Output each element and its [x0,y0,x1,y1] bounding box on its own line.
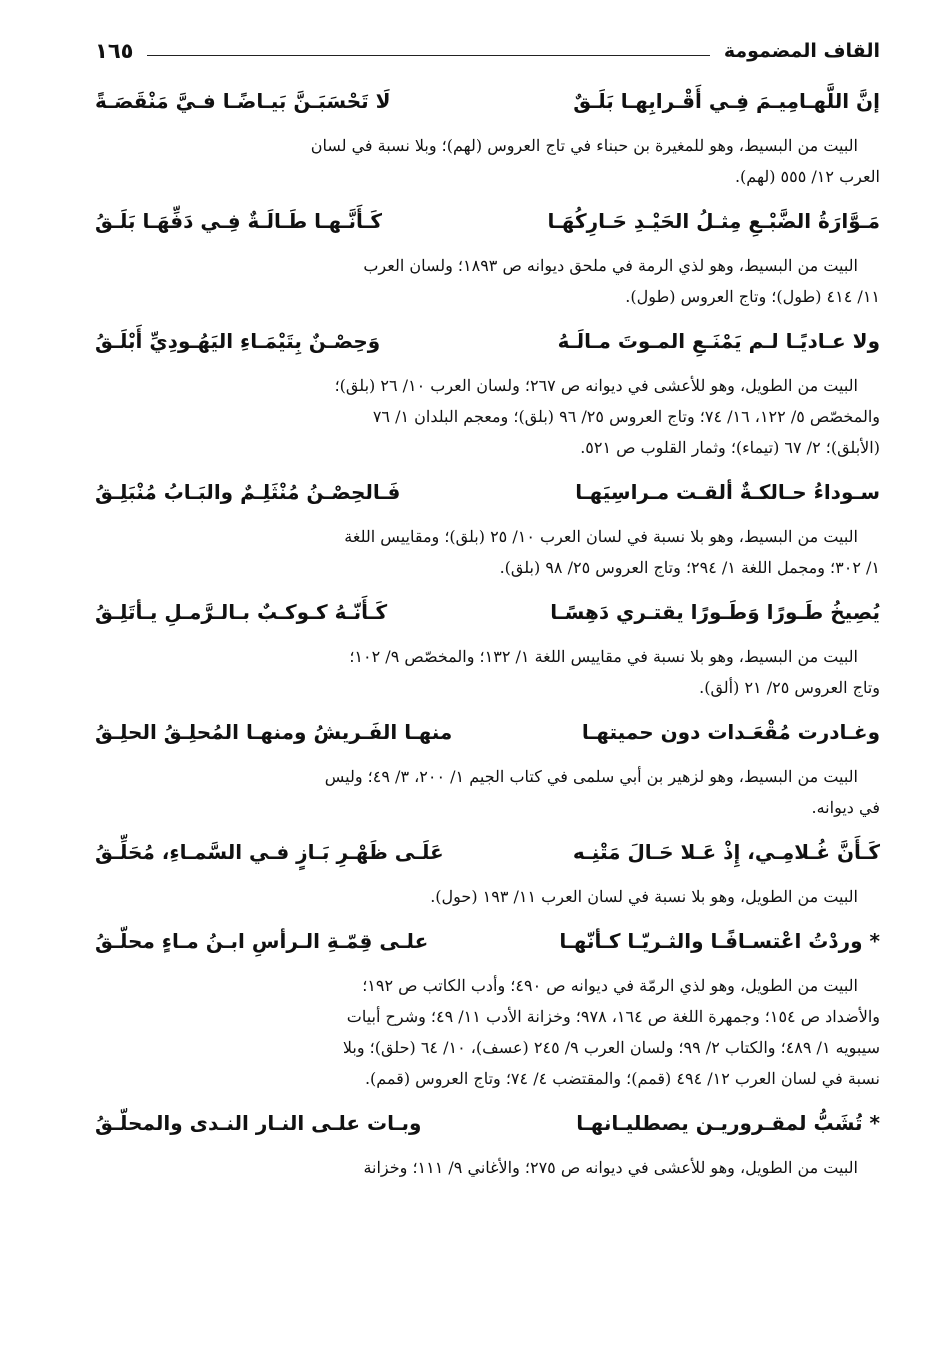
second-hemistich: عَلَـى ظَهْـرِ بَـازٍ فـي السَّمـاءِ، مُحَلِّـقُ [95,840,444,864]
first-hemistich: * وردْتُ اعْتسـافًـا والثـريّـا كـأنّهـا [559,929,880,953]
page-number: ١٦٥ [95,39,134,63]
verse-line [95,312,880,370]
verse-commentary [95,970,880,1094]
verse-entry [95,703,880,823]
verse-commentary [95,641,880,703]
header-rule [147,55,709,56]
first-hemistich: ولا عـاديًـا لـم يَمْنَـعِ المـوتَ مـالَـهُ [557,329,880,353]
verse-line [95,912,880,970]
first-hemistich: يُصِيخُ طَـورًا وَطَـورًا يقتـري دَهِسًـا [550,600,880,624]
second-hemistich: لَا تَحْسَبَـنَّ بَيـاضًـا فـيَّ مَنْقَصَـةً [95,89,391,113]
verse-entries [95,72,880,1183]
chapter-title: القاف المضمومة [723,40,880,62]
commentary-line: ١١/ ٤١٤ (طول)؛ وتاج العروس (طول). [625,287,880,306]
commentary-line: والمخصّص ٥/ ١٢٢، ١٦/ ٧٤؛ وتاج العروس ٢٥/ ٩٦ (بلق)؛ ومعجم البلدان ١/ ٧٦ [372,407,880,426]
commentary-line: والأضداد ص ١٥٤؛ وجمهرة اللغة ص ١٦٤، ٩٧٨؛ وخزانة الأدب ١١/ ٤٩؛ وشرح أبيات [346,1007,880,1026]
commentary-line: العرب ١٢/ ٥٥٥ (لهم). [734,167,880,186]
commentary-line: ١/ ٣٠٢؛ ومجمل اللغة ١/ ٢٩٤؛ وتاج العروس ٢٥/ ٩٨ (بلق). [499,558,880,577]
verse-entry [95,912,880,1094]
commentary-line: البيت من البسيط، وهو لزهير بن أبي سلمى في كتاب الجيم ١/ ٢٠٠، ٣/ ٤٩؛ وليس [324,767,858,786]
commentary-line: البيت من البسيط، وهو لذي الرمة في ملحق ديوانه ص ١٨٩٣؛ ولسان العرب [363,256,858,275]
commentary-line: في ديوانه. [811,798,880,817]
verse-line [95,823,880,881]
commentary-line: البيت من الطويل، وهو للأعشى في ديوانه ص ٢٧٥؛ والأغاني ٩/ ١١١؛ وخزانة [363,1158,858,1177]
verse-entry [95,463,880,583]
verse-entry [95,72,880,192]
book-page [95,30,880,1183]
second-hemistich: كَـأَنَّـهـا طَـالَـةٌ فِـي دَفِّهَـا بَلَـقُ [95,209,382,233]
first-hemistich: سـوداءُ حـالكـةٌ ألقـت مـراسِيَهـا [575,480,880,504]
verse-line [95,72,880,130]
second-hemistich: علـى قِمّـةِ الـرأسِ ابـنُ مـاءٍ محلّـقُ [95,929,429,953]
verse-entry [95,583,880,703]
running-header [95,30,880,72]
commentary-line: البيت من الطويل، وهو لذي الرمّة في ديوانه ص ٤٩٠؛ وأدب الكاتب ص ١٩٢؛ [362,976,858,995]
verse-line [95,1094,880,1152]
verse-line [95,703,880,761]
verse-entry [95,823,880,912]
commentary-line: البيت من البسيط، وهو بلا نسبة في لسان العرب ١٠/ ٢٥ (بلق)؛ ومقاييس اللغة [344,527,858,546]
commentary-line: نسبة في لسان العرب ١٢/ ٤٩٤ (قمم)؛ والمقتضب ٤/ ٧٤؛ وتاج العروس (قمم). [364,1069,880,1088]
first-hemistich: وغـادرت مُقْعَـدات دون حميتهـا [581,720,880,744]
commentary-line: البيت من البسيط، وهو للمغيرة بن حبناء في تاج العروس (لهم)؛ وبلا نسبة في لسان [310,136,858,155]
second-hemistich: وَحِصْـنٌ بِتَيْمَـاءِ اليَهُـودِيِّ أَبْلَـقُ [95,329,381,353]
verse-entry [95,1094,880,1183]
second-hemistich: وبـات علـى النـار النـدى والمحلّـقُ [95,1111,422,1135]
first-hemistich: * تُشَبُّ لمقـروريـن يصطليـانهـا [576,1111,880,1135]
verse-commentary [95,881,880,912]
commentary-line: البيت من الطويل، وهو للأعشى في ديوانه ص ٢٦٧؛ ولسان العرب ١٠/ ٢٦ (بلق)؛ [334,376,858,395]
verse-entry [95,192,880,312]
second-hemistich: كَـأَنّـهُ كـوكـبٌ بـالـرَّمـلِ يـأتَلِـقُ [95,600,388,624]
commentary-line: سيبويه ١/ ٤٨٩؛ والكتاب ٢/ ٩٩؛ ولسان العرب ٩/ ٢٤٥ (عسف)، ١٠/ ٦٤ (حلق)؛ وبلا [342,1038,880,1057]
verse-commentary [95,130,880,192]
commentary-line: (الأبلق)؛ ٢/ ٦٧ (تيماء)؛ وثمار القلوب ص ٥٢١. [580,438,880,457]
first-hemistich: إنَّ اللَّهـامِيـمَ فِـي أَقْـرابِهـا بَلَـقٌ [573,89,880,113]
verse-line [95,463,880,521]
verse-commentary [95,1152,880,1183]
verse-commentary [95,761,880,823]
verse-commentary [95,370,880,463]
second-hemistich: فَـالحِصْـنُ مُنْثَلِـمٌ والبَـابُ مُنْبَلِـقُ [95,480,401,504]
verse-line [95,583,880,641]
verse-line [95,192,880,250]
verse-commentary [95,521,880,583]
verse-commentary [95,250,880,312]
verse-entry [95,312,880,463]
commentary-line: البيت من البسيط، وهو بلا نسبة في مقاييس اللغة ١/ ١٣٢؛ والمخصّص ٩/ ١٠٢؛ [349,647,858,666]
first-hemistich: مَـوَّارَةُ الضَّبْـعِ مِثـلُ الحَيْـدِ حَـارِكُهَـا [547,209,880,233]
first-hemistich: كَـأَنَّ غُـلامِـي، إِذْ عَـلا حَـالَ مَتْنِـه [572,840,880,864]
commentary-line: البيت من الطويل، وهو بلا نسبة في لسان العرب ١١/ ١٩٣ (حول). [430,887,858,906]
commentary-line: وتاج العروس ٢٥/ ٢١ (ألق). [699,678,880,697]
second-hemistich: منهـا الفَـريشُ ومنهـا المُحلِـقُ الحلِـقُ [95,720,453,744]
